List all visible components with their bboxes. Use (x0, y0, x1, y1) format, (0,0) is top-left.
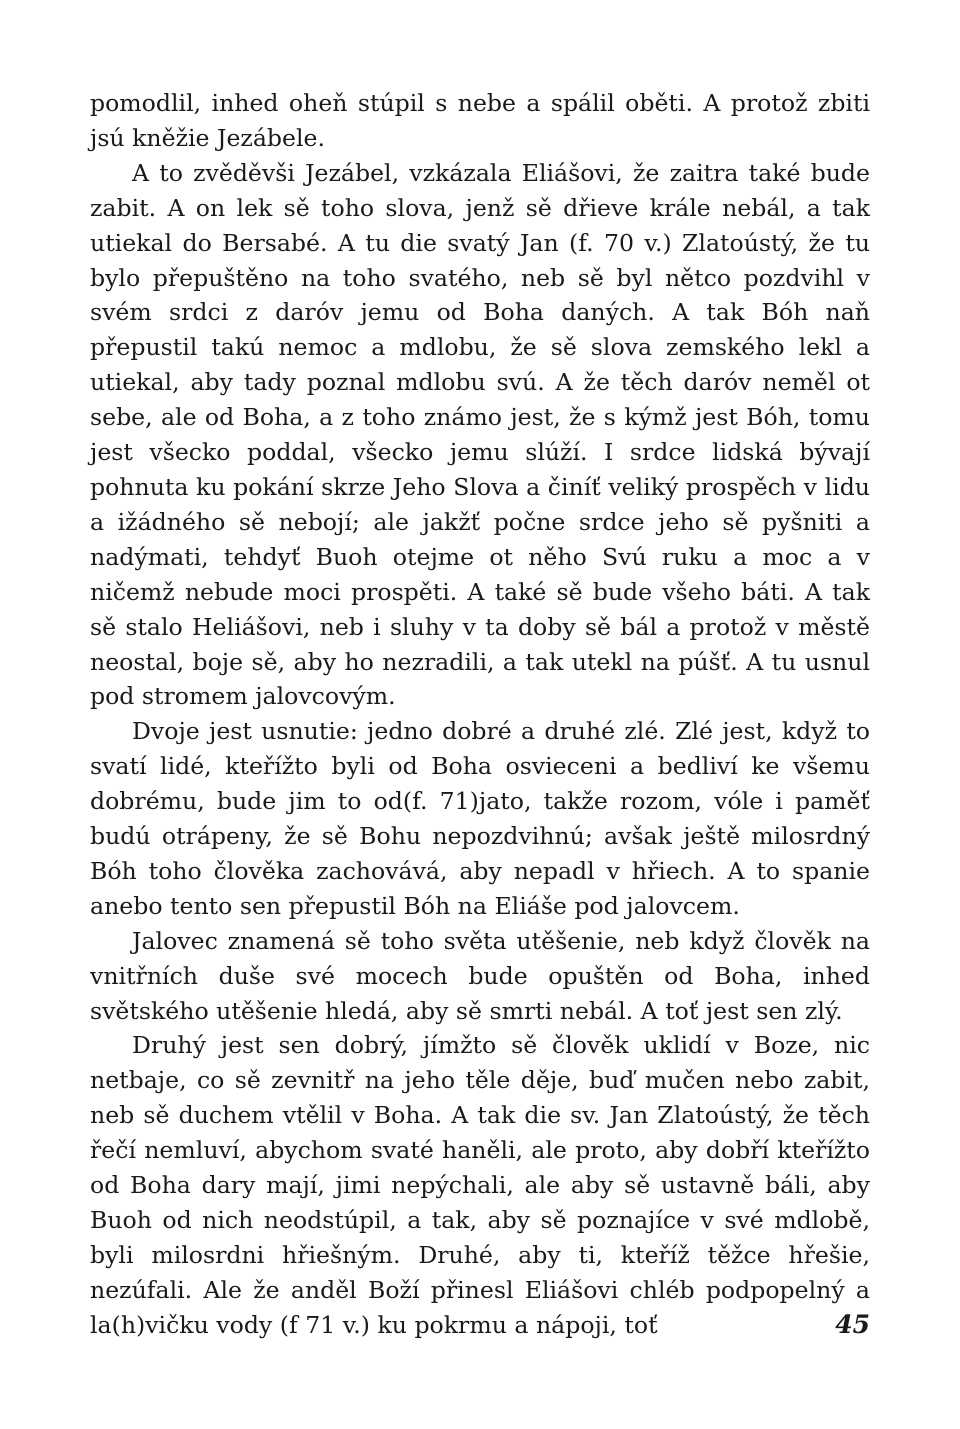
page-text-block (90, 86, 870, 1343)
paragraph-5: Druhý jest sen dobrý, jímžto sě člověk uklidí v Boze, nic netbaje, co sě zevnitř na jeho těle děje, buď mučen nebo zabit, neb sě duchem vtělil v Boha. A tak die sv. Jan Zlatoústý, že těch řečí nemluví, abychom svaté haněli, ale proto, aby dobří kteřížto od Boha dary mají, jimi nepýchali, ale aby sě ustavně báli, aby Buoh od nich neodstúpil, a tak, aby sě poznajíce v své mdlobě, byli milosrdni hřiešným. Druhé, aby ti, kteříž těžce hřešie, nezúfali. Ale že anděl Boží přinesl Eliášovi chléb podpopelný a la(h)vičku vody (f 71 v.) ku pokrmu a nápoji, toť (90, 1031, 870, 1339)
page-number: 45 (835, 1310, 870, 1339)
paragraph-3: Dvoje jest usnutie: jedno dobré a druhé zlé. Zlé jest, když to svatí lidé, kteřížto byli od Boha osvieceni a bedliví ke všemu dobrému, bude jim to od(f. 71)jato, takže rozom, vóle i paměť budú otrápeny, že sě Bohu nepozdvihnú; avšak ještě milosrdný Bóh toho člověka zachovává, aby nepadl v hřiech. A to spanie anebo tento sen přepustil Bóh na Eliáše pod jalovcem. (90, 717, 870, 920)
paragraph-4: Jalovec znamená sě toho světa utěšenie, neb když člověk na vnitřních duše své mocech bude opuštěn od Boha, inhed světského utěšenie hledá, aby sě smrti nebál. A toť jest sen zlý. (90, 926, 870, 1025)
paragraph-1: pomodlil, inhed oheň stúpil s nebe a spálil oběti. A protož zbiti jsú kněžie Jezábele. (90, 89, 870, 152)
paragraph-2: A to zvěděvši Jezábel, vzkázala Eliášovi, že zaitra také bude zabit. A on lek sě toho slova, jenž sě dřieve krále nebál, a tak utiekal do Bersabé. A tu die svatý Jan (f. 70 v.) Zlatoústý, že tu bylo přepuštěno na toho svatého, neb sě byl nětco pozdvihl v svém srdci z daróv jemu od Boha daných. A tak Bóh naň přepustil takú nemoc a mdlobu, že sě slova zemského lekl a utiekal, aby tady poznal mdlobu svú. A že těch daróv neměl ot sebe, ale od Boha, a z toho známo jest, že s kýmž jest Bóh, tomu jest všecko poddal, všecko jemu slúží. I srdce lidská bývají pohnuta ku pokání skrze Jeho Slova a činíť veliký prospěch v lidu a ižádného sě nebojí; ale jakžť počne srdce jeho sě pyšniti a nadýmati, tehdyť Buoh otejme ot něho Svú ruku a moc a v ničemž nebude moci prospěti. A také sě bude všeho báti. A tak sě stalo Heliášovi, neb i sluhy v ta doby sě bál a protož v městě neostal, boje sě, aby ho nezradili, a tak utekl na púšť. A tu usnul pod stromem jalovcovým. (90, 158, 870, 711)
